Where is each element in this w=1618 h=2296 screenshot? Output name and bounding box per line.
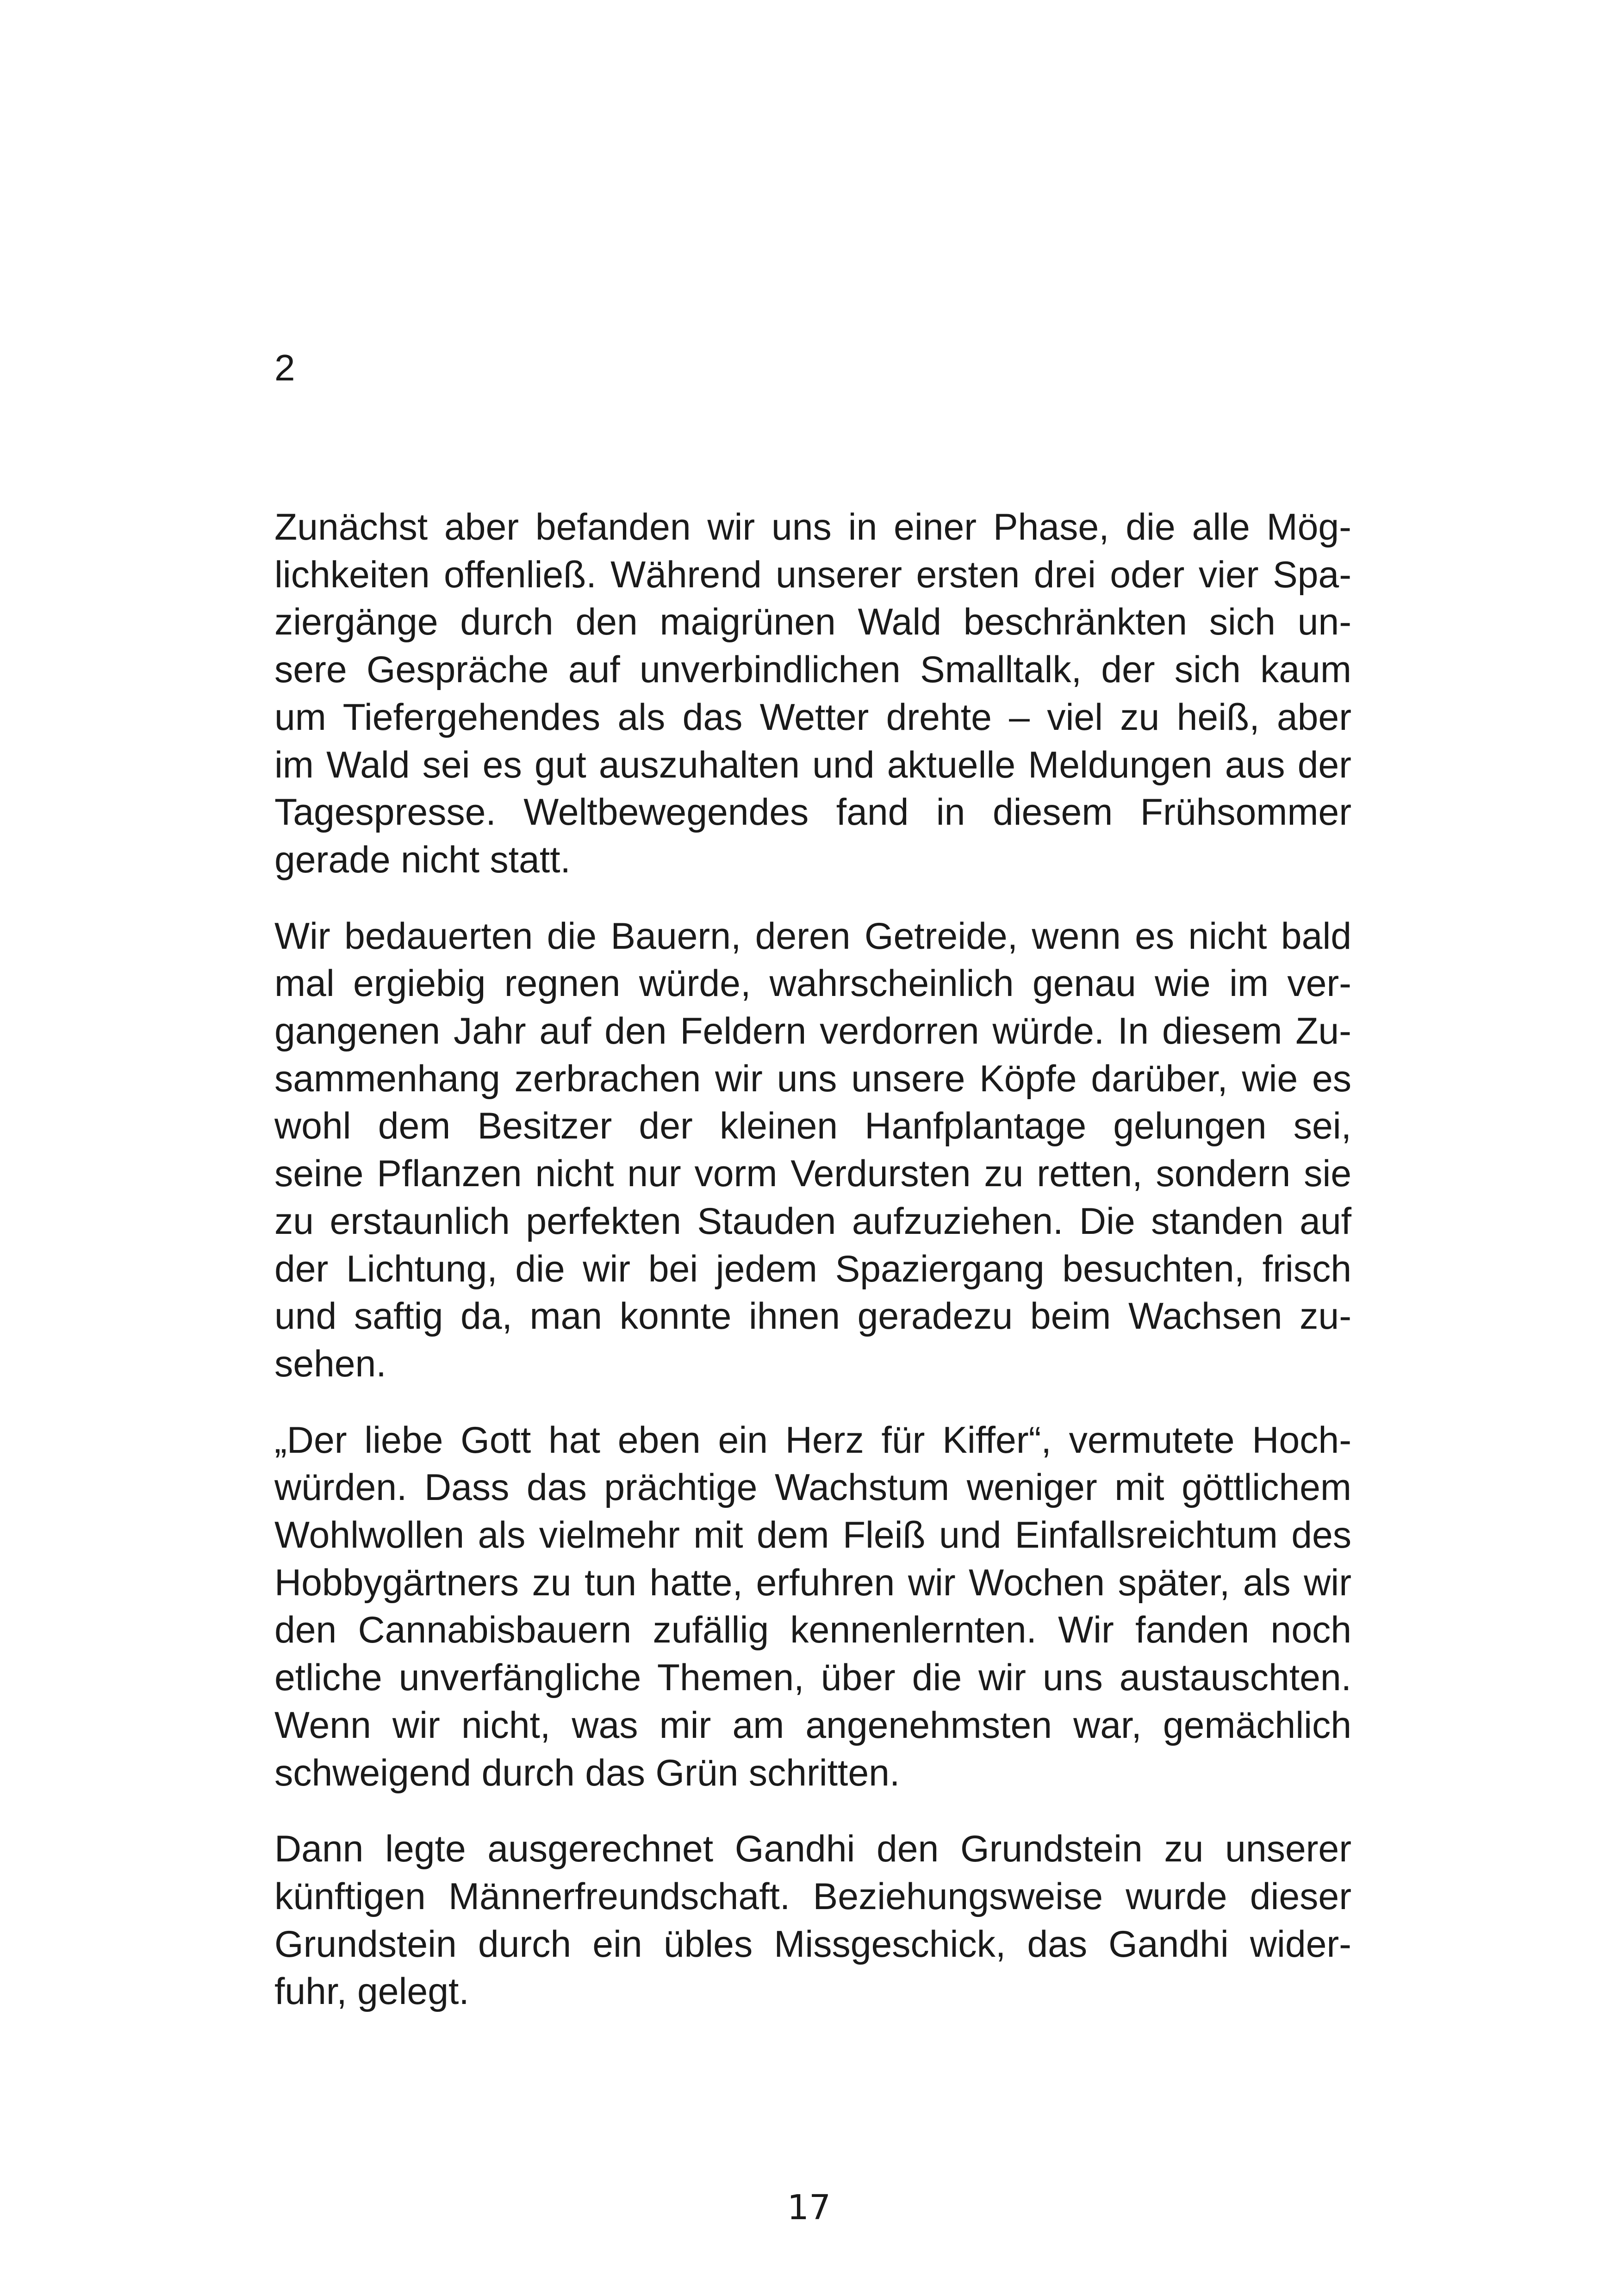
text-line: im Wald sei es gut auszuhalten und aktuelle Meldungen aus der	[274, 744, 1351, 786]
paragraph-1	[274, 504, 1351, 884]
text-line: etliche unverfängliche Themen, über die wir uns austauschten.	[274, 1657, 1351, 1699]
paragraph-4	[274, 1825, 1351, 2016]
text-line: „Der liebe Gott hat eben ein Herz für Kiffer“, vermutete Hoch-	[274, 1419, 1351, 1461]
text-line: ziergänge durch den maigrünen Wald beschränkten sich un-	[274, 601, 1351, 643]
text-line: seine Pflanzen nicht nur vorm Verdursten zu retten, sondern sie	[274, 1153, 1351, 1195]
text-line: mal ergiebig regnen würde, wahrscheinlich genau wie im ver-	[274, 963, 1351, 1005]
text-line: gangenen Jahr auf den Feldern verdorren würde. In diesem Zu-	[274, 1010, 1351, 1052]
text-line: Dann legte ausgerechnet Gandhi den Grundstein zu unserer	[274, 1828, 1351, 1870]
text-line: gerade nicht statt.	[274, 839, 571, 881]
text-line: der Lichtung, die wir bei jedem Spaziergang besuchten, frisch	[274, 1248, 1351, 1290]
text-line: Grundstein durch ein übles Missgeschick, das Gandhi wider-	[274, 1923, 1351, 1965]
text-line: Tagespresse. Weltbewegendes fand in diesem Frühsommer	[274, 791, 1351, 834]
text-line: schweigend durch das Grün schritten.	[274, 1752, 900, 1794]
body-text	[274, 504, 1351, 2044]
text-line: Wohlwollen als vielmehr mit dem Fleiß und Einfallsreichtum des	[274, 1514, 1351, 1556]
text-line: Wenn wir nicht, was mir am angenehmsten war, gemächlich	[274, 1704, 1351, 1746]
page-number: 17	[787, 2188, 831, 2228]
paragraph-3	[274, 1417, 1351, 1797]
text-line: um Tiefergehendes als das Wetter drehte – viel zu heiß, aber	[274, 696, 1351, 738]
chapter-number: 2	[274, 347, 295, 388]
text-line: sere Gespräche auf unverbindlichen Smalltalk, der sich kaum	[274, 649, 1351, 691]
text-line: Wir bedauerten die Bauern, deren Getreide, wenn es nicht bald	[274, 915, 1351, 957]
text-line: lichkeiten offenließ. Während unserer ersten drei oder vier Spa-	[274, 554, 1351, 596]
text-line: Hobbygärtners zu tun hatte, erfuhren wir Wochen später, als wir	[274, 1562, 1351, 1604]
text-line: zu erstaunlich perfekten Stauden aufzuziehen. Die standen auf	[274, 1200, 1351, 1242]
paragraph-2	[274, 913, 1351, 1388]
text-line: Zunächst aber befanden wir uns in einer Phase, die alle Mög-	[274, 506, 1351, 548]
text-line: sehen.	[274, 1343, 386, 1385]
text-line: wohl dem Besitzer der kleinen Hanfplantage gelungen sei,	[274, 1105, 1351, 1147]
text-line: würden. Dass das prächtige Wachstum weniger mit göttlichem	[274, 1467, 1351, 1509]
text-line: künftigen Männerfreundschaft. Beziehungsweise wurde dieser	[274, 1875, 1351, 1917]
text-line: sammenhang zerbrachen wir uns unsere Köpfe darüber, wie es	[274, 1058, 1351, 1100]
text-line: den Cannabisbauern zufällig kennenlernten. Wir fanden noch	[274, 1609, 1351, 1651]
text-line: fuhr, gelegt.	[274, 1971, 469, 2013]
text-line: und saftig da, man konnte ihnen geradezu beim Wachsen zu-	[274, 1295, 1351, 1338]
